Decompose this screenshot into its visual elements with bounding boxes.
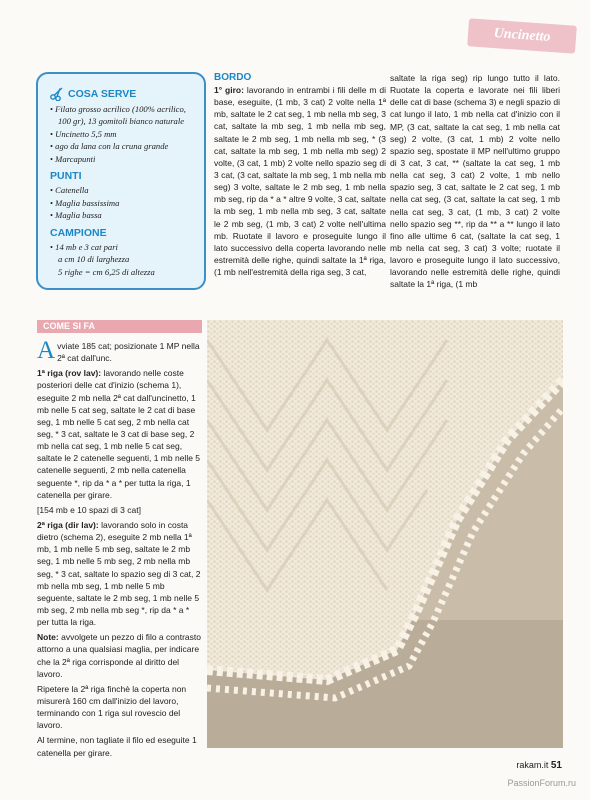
border-heading: BORDO [214,72,252,83]
intro-text: vviate 185 cat; posizionate 1 MP nella 2ª cat dall'unc. [57,341,200,364]
material-item: • Filato grosso acrilico (100% acrilico, [50,103,194,115]
material-item: • ago da lana con la cruna grande [50,140,194,152]
gauge-item: • 14 mb e 3 cat pari [50,241,194,253]
repeat-text: Ripetere la 2ª riga finchè la coperta non misurerà 160 cm dall'inizio del lavoro, terminando con 1 riga sul rovescio del lavoro. [37,683,187,731]
stitch-count: [154 mb e 10 spazi di 3 cat] [37,504,141,515]
border-column-1 [214,84,386,278]
gauge-heading: CAMPIONE [50,226,107,239]
stitch-item: • Maglia bassa [50,209,194,221]
section-heading-bar: COME SI FA [37,320,202,333]
instructions-column [37,337,203,762]
note-label: Note: [37,632,59,643]
end-text: Al termine, non tagliate il filo ed eseguite 1 catenella per girare. [37,735,197,758]
dropcap: A [37,337,56,364]
scissors-icon [50,87,64,101]
materials-heading: COSA SERVE [50,87,194,101]
page-number: 51 [550,760,562,771]
border-text-1: lavorando in entrambi i fili delle m di base, eseguite, (1 mb, 3 cat) 2 volte nella 1ª mb, saltate le 2 cat seg, 1 mb nella mb seg, 3 cat, saltate la mb seg, 1 mb nella mb seg, saltate le 2 mb seg, 1 mb nella mb seg, * (3 cat, saltate la mb seg, 1 mb nella mb seg) 2 volte, (3 cat, 1 mb) 2 volte nello spazio seg di 3 cat, (3 cat, saltate la mb seg, 1 mb nella mb seg) 3 volte, saltate le 2 mb seg, 1 mb nella mb seg, rip da * a * altre 9 volte, 3 cat, saltate la mb seg, 1 mb nella mb seg, 3 cat, saltate le 2 mb seg, (1 mb, 3 cat) 2 volte nell'ultima mb. Ruotate il lavoro e proseguite lungo il lato successivo della coperta lavorando nelle estremità delle righe, quindi saltate la 1ª riga, (1 mb nell'estremità della riga seg, 3 cat, [214,85,386,278]
material-item: • Uncinetto 5,5 mm [50,128,194,140]
border-round-label: 1° giro: [214,85,244,95]
stitch-item: • Maglia bassissima [50,197,194,209]
materials-list [50,103,194,165]
border-column-2 [390,72,560,291]
row1-text: lavorando nelle coste posteriori delle cat d'inizio (schema 1), eseguite 2 mb nella 2ª cat dall'uncinetto, 1 mb nelle 5 cat seg, saltate le 2 cat di base seg, 1 mb nelle 5 cat seg, 2 mb nella cat seg, * 3 cat, saltate le 3 cat di base seg, 2 mb nella cat seg, 1 mb nelle 5 cat seg, saltate le 2 catenelle seguenti, 1 mb nelle 5 catenelle seguenti, 2 mb nella catenella seguente *, rip da * a * per tutta la riga, 1 catenella per girare. [37,368,201,500]
gauge-item: 5 righe = cm 6,25 di altezza [58,266,155,277]
site-name: rakam.it [516,760,549,770]
row2-text: lavorando solo in costa dietro (schema 2), eseguite 2 mb nella 1ª mb, 1 mb nelle 5 mb seg, saltate le 2 mb seg, 1 mb nelle 5 mb seg, 2 mb nella mb seg, * 3 cat, saltate lo spazio seg di 3 cat, 2 mb nella mb seg, 1 mb nelle 5 mb seguente, saltate le 2 mb seg, 1 mb nelle 5 mb seg, 2 mb nella mb seg *, rip da * a * per tutta la riga. [37,519,201,628]
page-footer [516,760,562,771]
stitches-heading: PUNTI [50,170,82,183]
blanket-photo [207,320,563,748]
brand-tag: Uncinetto [467,18,577,53]
gauge-list [50,241,194,278]
row2-label: 2ª riga (dir lav): [37,519,99,530]
gauge-item: a cm 10 di larghezza [58,254,130,265]
stitches-list [50,184,194,221]
materials-box [36,72,206,290]
border-text-2: saltate la riga seg) rip lungo tutto il lato. Ruotate la coperta e lavorate nei fili liberi delle cat di base (schema 3) e negli spazio di cat lungo il lato, 1 mb nella cat d'inizio con il MP, (3 cat, saltate la cat seg, 1 mb nella cat seg) 2 volte, (3 cat, 1 mb) 2 volte nello spazio seg, spostate il MP nell'ultimo gruppo di 3 cat, 3 cat, ** (saltate la cat seg, 1 mb nella cat seg, 3 cat) 2 volte, 1 mb nello spazio seg, 3 cat, saltate le 2 cat seg, 1 mb nella cat seg, (3 cat, saltate la cat seg, 1 mb nella cat seg, 3 cat, (1 mb, 3 cat) 2 volte nello spazio seg **, rip da ** a ** lungo il lato fino alle ultime 6 cat, (saltate la cat seg, 1 mb nella cat seg, 3 cat) 3 volte; ruotate il lavoro e proseguite lungo il lato successivo, lavorando nelle estremità delle righe, quindi saltate la 1ª riga, (1 mb [390,73,560,290]
material-item: • Marcapunti [50,153,194,165]
row1-label: 1ª riga (rov lav): [37,368,102,379]
material-item: 100 gr), 13 gomitoli bianco naturale [58,116,185,127]
watermark: PassionForum.ru [507,778,576,788]
note-text: avvolgete un pezzo di filo a contrasto attorno a una qualsiasi maglia, per indicare che la 2ª riga corrisponde al diritto del lavoro. [37,632,201,679]
stitch-item: • Catenella [50,184,194,196]
